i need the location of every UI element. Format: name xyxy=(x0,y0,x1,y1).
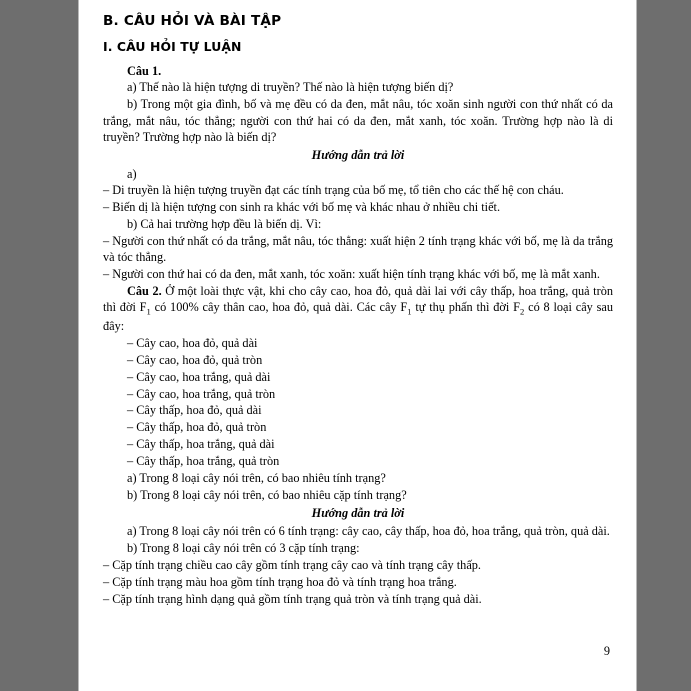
question-2-sub-3: 2 xyxy=(520,306,525,317)
question-2-text-1: Ở một loài thực vật, khi cho cây cao, hoa đỏ, quả dài lai với cây thấp, hoa trắng, quả tròn thì đời F xyxy=(103,284,613,315)
list-item: – Cây thấp, hoa đỏ, quả tròn xyxy=(127,420,267,435)
answer-1-b-line-1: – Người con thứ nhất có da trắng, mắt nâu, tóc thẳng: xuất hiện 2 tính trạng khác với bố, mẹ là da trắng và tóc thẳng. xyxy=(103,234,613,265)
question-2 xyxy=(103,283,613,335)
answer-2-b: b) Trong 8 loại cây nói trên có 3 cặp tính trạng: xyxy=(127,541,360,556)
question-2-text-3: tự thụ phấn thì đời F xyxy=(411,300,520,315)
question-1-label xyxy=(103,63,613,79)
list-item: – Cây cao, hoa đỏ, quả tròn xyxy=(127,352,263,367)
guide-label-2: Hướng dẫn trả lời xyxy=(311,506,405,521)
page-number: 9 xyxy=(603,644,610,658)
question-2-text-4: có 8 loại cây sau đây: xyxy=(103,300,614,334)
document-page xyxy=(79,0,636,691)
question-2-number: Câu 2. xyxy=(127,284,162,299)
question-1a: a) Thế nào là hiện tượng di truyền? Thế nào là hiện tượng biến dị? xyxy=(127,80,454,95)
list-item: – Cây thấp, hoa trắng, quả dài xyxy=(127,437,275,452)
answer-2-a: a) Trong 8 loại cây nói trên có 6 tính trạng: cây cao, cây thấp, hoa đỏ, hoa trắng, quả tròn, quả dài. xyxy=(127,524,610,539)
list-item: – Cây thấp, hoa trắng, quả tròn xyxy=(127,454,280,469)
question-1b: b) Trong một gia đình, bố và mẹ đều có da đen, mắt nâu, tóc xoăn sinh người con thứ nhất có da trắng, mắt nâu, tóc thẳng; người con thứ hai có da đen, mắt xanh, tóc xoăn. Trường hợp nào là di truyền? Trường hợp nào là biến dị? xyxy=(103,97,613,144)
question-1-number: Câu 1. xyxy=(127,63,162,78)
list-item: – Cây cao, hoa đỏ, quả dài xyxy=(127,336,258,351)
page-content xyxy=(103,8,613,608)
question-2-sub-2: 1 xyxy=(407,306,412,317)
list-item: – Cây cao, hoa trắng, quả dài xyxy=(127,369,271,384)
list-item: – Cây thấp, hoa đỏ, quả dài xyxy=(127,403,262,418)
subsection-heading-i: I. CÂU HỎI TỰ LUẬN xyxy=(103,39,242,55)
answer-1-b-line-2: – Người con thứ hai có da đen, mắt xanh, tóc xoăn: xuất hiện tính trạng khác với bố, mẹ là mắt xanh. xyxy=(103,267,600,282)
question-2-text-2: có 100% cây thân cao, hoa đỏ, quả dài. Các cây F xyxy=(150,300,408,315)
answer-1-a-line-1: – Di truyền là hiện tượng truyền đạt các tính trạng của bố mẹ, tổ tiên cho các thế hệ con cháu. xyxy=(103,183,564,198)
answer-2-b-line-1: – Cặp tính trạng chiều cao cây gồm tính trạng cây cao và tính trạng cây thấp. xyxy=(103,558,481,573)
answer-1-a-head: a) xyxy=(127,166,137,181)
list-item: – Cây cao, hoa trắng, quả tròn xyxy=(127,386,276,401)
answer-1-a-line-2: – Biến dị là hiện tượng con sinh ra khác với bố mẹ và khác nhau ở nhiều chi tiết. xyxy=(103,200,501,215)
answer-2-b-line-3: – Cặp tính trạng hình dạng quả gồm tính trạng quả tròn và tính trạng quả dài. xyxy=(103,591,482,606)
question-2b: b) Trong 8 loại cây nói trên, có bao nhiêu cặp tính trạng? xyxy=(127,487,407,502)
answer-1-b-head: b) Cả hai trường hợp đều là biến dị. Vì: xyxy=(127,217,322,232)
answer-2-b-line-2: – Cặp tính trạng màu hoa gồm tính trạng hoa đỏ và tính trạng hoa trắng. xyxy=(103,574,457,589)
question-2-sub-1: 1 xyxy=(146,306,151,317)
question-2a: a) Trong 8 loại cây nói trên, có bao nhiêu tính trạng? xyxy=(127,470,386,485)
guide-label-1: Hướng dẫn trả lời xyxy=(311,148,405,163)
section-heading-b: B. CÂU HỎI VÀ BÀI TẬP xyxy=(103,13,282,29)
